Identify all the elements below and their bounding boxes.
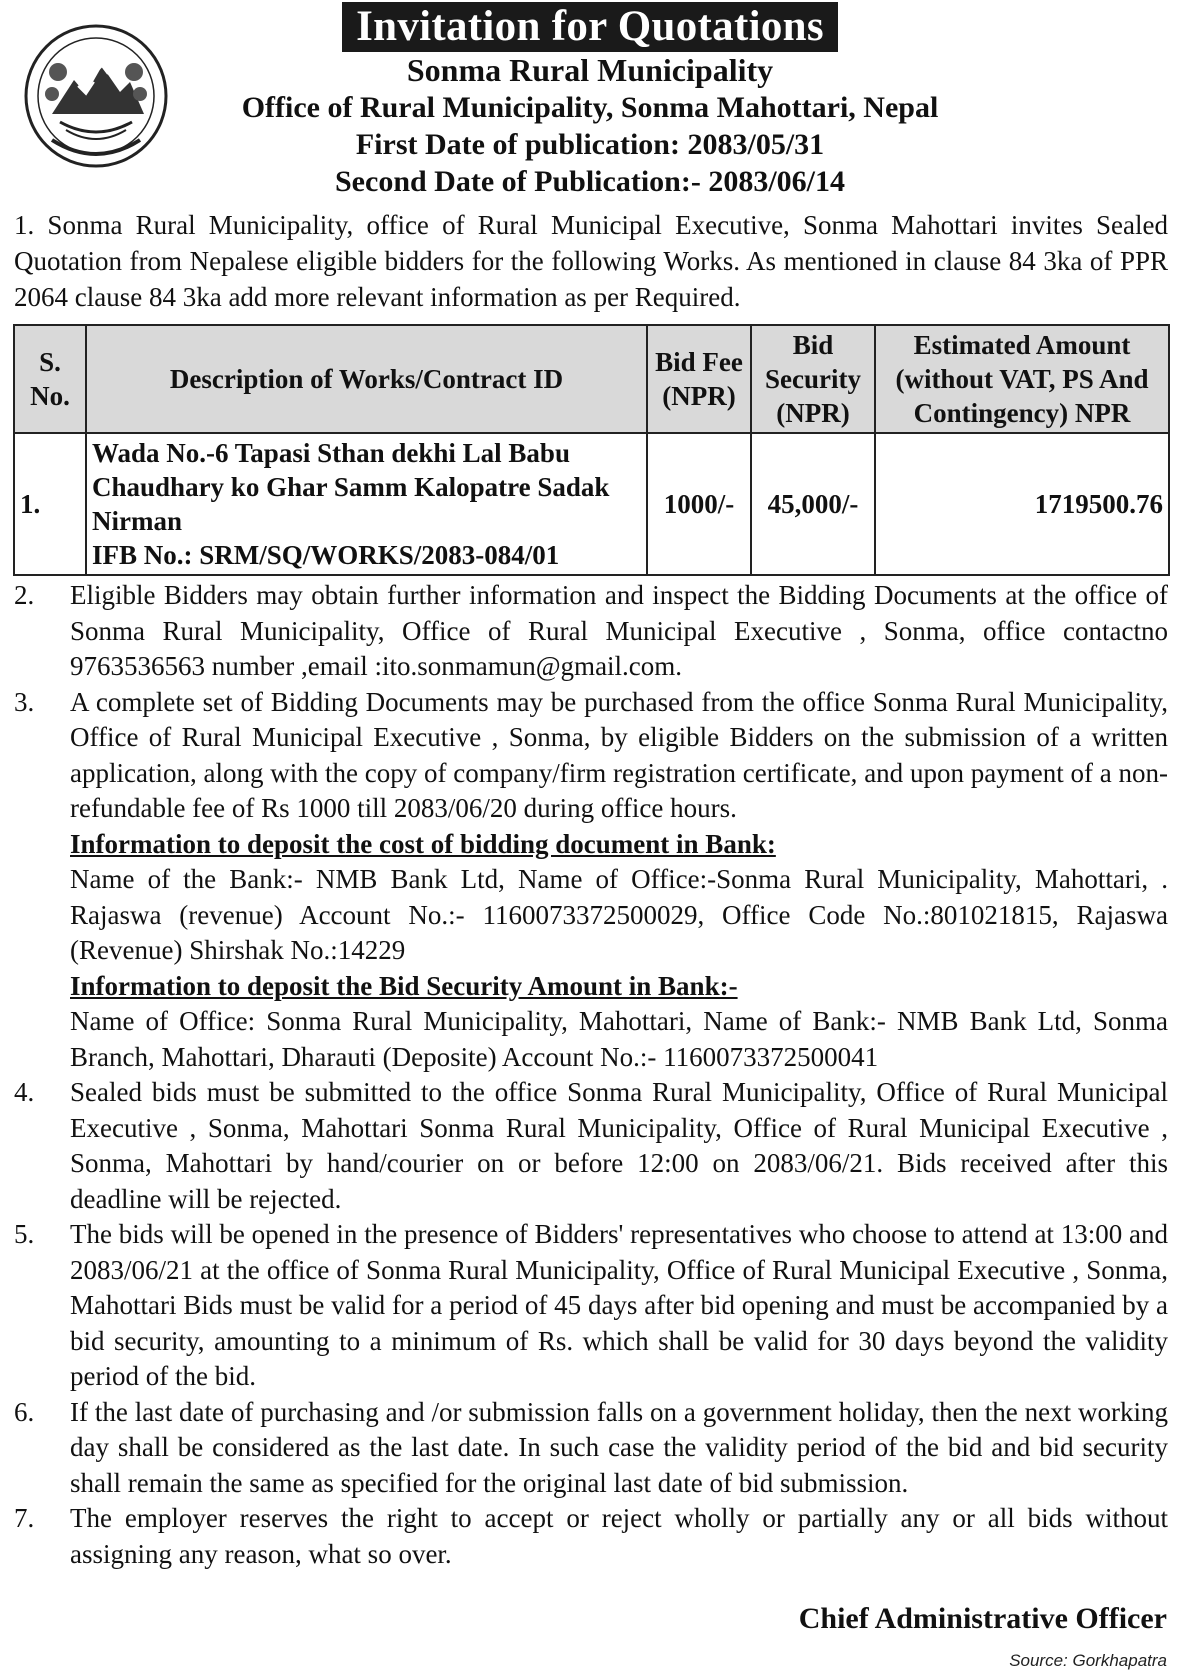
row-bid-security: 45,000/- xyxy=(751,433,875,575)
header-description: Description of Works/Contract ID xyxy=(86,325,647,433)
first-publication-date: First Date of publication: 2083/05/31 xyxy=(355,128,825,161)
list-item xyxy=(14,685,1168,827)
list-item xyxy=(14,1395,1168,1502)
list-item xyxy=(14,1075,1168,1217)
table-header-row xyxy=(14,325,1169,433)
item-text: Eligible Bidders may obtain further information and inspect the Bidding Documents at the office of Sonma Rural Municipality, Office of Rural Municipal Executive , Sonma, office contactno 9763536563 number ,email :ito.sonmamun@gmail.com. xyxy=(70,580,1168,681)
row-description-cell xyxy=(86,433,647,575)
bank-security-details: Name of Office: Sonma Rural Municipality, Mahottari, Name of Bank:- NMB Bank Ltd, Sonma Branch, Mahottari, Dharauti (Deposite) Account No.:- 1160073372500041 xyxy=(70,1006,1168,1072)
header-estimated-amount: Estimated Amount (without VAT, PS And Contingency) NPR xyxy=(875,325,1169,433)
list-item xyxy=(14,1217,1168,1395)
item-number: 6. xyxy=(14,1396,35,1427)
item-number: 2. xyxy=(14,580,35,610)
row-bid-fee: 1000/- xyxy=(647,433,751,575)
notice-header xyxy=(200,2,980,200)
intro-paragraph: 1. Sonma Rural Municipality, office of Rural Municipal Executive, Sonma Mahottari invites Sealed Quotation from Nepalese eligible bidders for the following Works. As mentioned in clause 84 3ka of PPR 2064 clause 84 3ka add more relevant information as per Required. xyxy=(14,210,1168,312)
item-text: The employer reserves the right to accept or reject wholly or partially any or all bids without assigning any reason, what so over. xyxy=(70,1503,1168,1569)
source-credit: Source: Gorkhapatra xyxy=(1009,1651,1167,1670)
item-number: 5. xyxy=(14,1219,35,1249)
signature-title: Chief Administrative Officer xyxy=(798,1602,1167,1635)
item-text: A complete set of Bidding Documents may be purchased from the office Sonma Rural Municipality, Office of Rural Municipal Executive , Sonma, by eligible Bidders on the submission of a written application, along with the copy of company/firm registration certificate, and upon payment of a non-refundable fee of Rs 1000 till 2083/06/20 during office hours. xyxy=(70,686,1168,823)
table-row xyxy=(14,433,1169,575)
item-number: 3. xyxy=(14,686,35,717)
list-item xyxy=(14,578,1168,685)
header-bid-fee: Bid Fee (NPR) xyxy=(647,325,751,433)
bank-cost-heading: Information to deposit the cost of bidding document in Bank: xyxy=(70,828,776,859)
item-text: If the last date of purchasing and /or submission falls on a government holiday, then the next working day shall be considered as the last date. In such case the validity period of the bid and bid security shall remain the same as specified for the original last date of bid submission. xyxy=(70,1396,1168,1498)
item-number: 7. xyxy=(14,1503,35,1533)
item-number: 4. xyxy=(14,1077,35,1107)
second-publication-date: Second Date of Publication:- 2083/06/14 xyxy=(335,165,845,198)
notice-title: Invitation for Quotations xyxy=(342,2,838,52)
works-table xyxy=(13,324,1170,576)
row-ifb-number: IFB No.: SRM/SQ/WORKS/2083-084/01 xyxy=(92,540,560,570)
bank-security-heading: Information to deposit the Bid Security Amount in Bank:- xyxy=(70,970,738,1001)
notice-items xyxy=(14,578,1168,1572)
header-bid-security: Bid Security (NPR) xyxy=(751,325,875,433)
item-text: Sealed bids must be submitted to the office Sonma Rural Municipality, Office of Rural Municipal Executive , Sonma, Mahottari Sonma Rural Municipality, Office of Rural Municipal Executive , Sonma, Mahottari by hand/courier on or before 12:00 on 2083/06/21. Bids received after this deadline will be rejected. xyxy=(70,1077,1168,1214)
list-item xyxy=(14,1501,1168,1572)
row-estimated-amount: 1719500.76 xyxy=(875,433,1169,575)
office-line: Office of Rural Municipality, Sonma Mahottari, Nepal xyxy=(241,91,939,124)
row-description: Wada No.-6 Tapasi Sthan dekhi Lal Babu Chaudhary ko Ghar Samm Kalopatre Sadak Nirman xyxy=(92,438,610,536)
row-sno: 1. xyxy=(14,433,86,575)
header-sno: S. No. xyxy=(14,325,86,433)
bank-cost-details: Name of the Bank:- NMB Bank Ltd, Name of Office:-Sonma Rural Municipality, Mahottari, . Rajaswa (revenue) Account No.:- 1160073372500029, Office Code No.:801021815, Rajaswa (Revenue) Shirshak No.:14229 xyxy=(70,864,1168,965)
municipality-emblem-icon xyxy=(22,22,170,170)
item-text: The bids will be opened in the presence of Bidders' representatives who choose to attend at 13:00 and 2083/06/21 at the office of Sonma Rural Municipality, Office of Rural Municipal Executive , Sonma, Mahottari Bids must be valid for a period of 45 days after bid opening and must be accompanied by a bid security, amounting to a minimum of Rs. which shall be valid for 30 days beyond the validity period of the bid. xyxy=(70,1219,1168,1391)
municipality-name: Sonma Rural Municipality xyxy=(406,52,774,88)
